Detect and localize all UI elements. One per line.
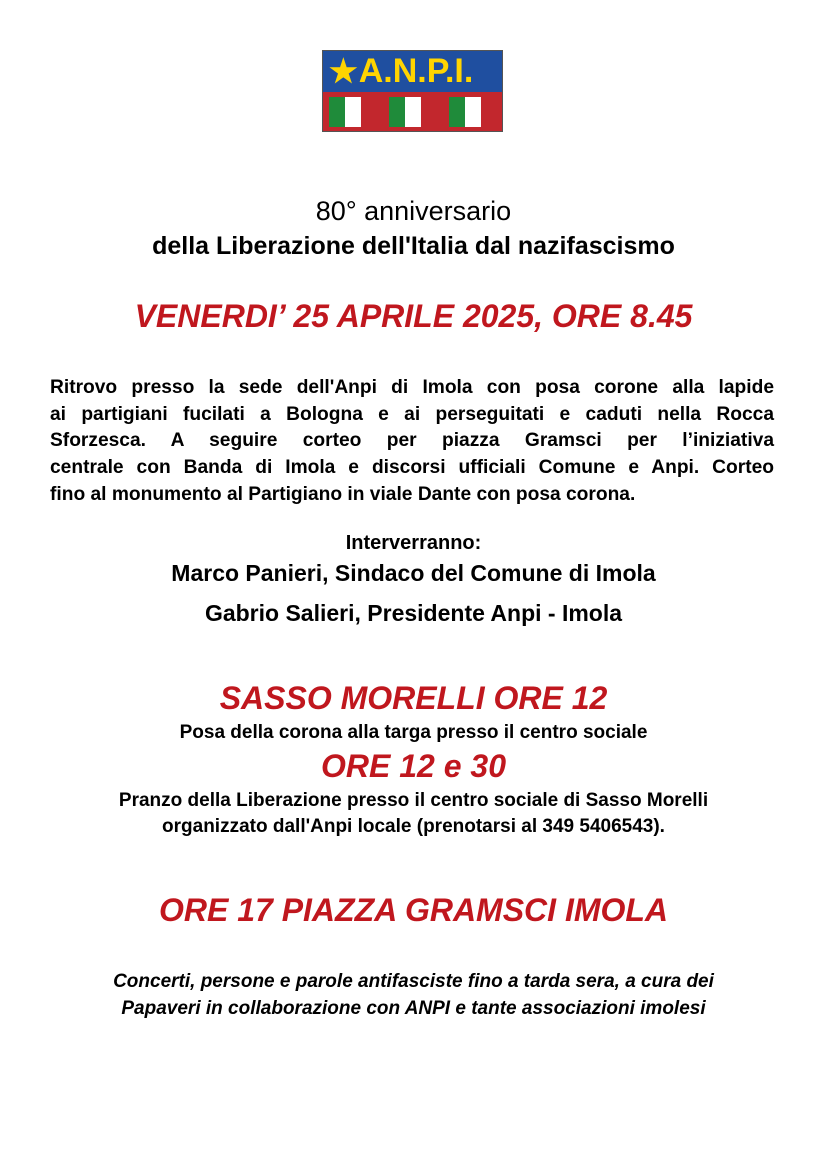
italian-flag-icon	[389, 97, 437, 127]
logo-banner	[323, 51, 502, 92]
italian-flag-icon	[449, 97, 497, 127]
description-line: Sforzesca. A seguire corteo per piazza Gramsci per l’iniziativa	[50, 430, 774, 452]
description-line: fino al monumento al Partigiano in viale Dante con posa corona.	[50, 483, 636, 505]
anniversary-title: 80° anniversario	[315, 196, 512, 226]
lunch-time-heading: ORE 12 e 30	[321, 748, 506, 784]
event-description	[50, 375, 774, 509]
speaker-mayor: Marco Panieri, Sindaco del Comune di Imola	[171, 560, 656, 586]
italian-flag-icon	[329, 97, 377, 127]
event-date-heading: VENERDI’ 25 APRILE 2025, ORE 8.45	[134, 298, 693, 334]
description-line: centrale con Banda di Imola e discorsi ufficiali Comune e Anpi. Corteo	[50, 457, 774, 479]
lunch-booking-info: organizzato dall'Anpi locale (prenotarsi al 349 5406543).	[162, 816, 665, 837]
description-line: Ritrovo presso la sede dell'Anpi di Imola con posa corone alla lapide	[50, 377, 774, 398]
liberation-subtitle: della Liberazione dell'Italia dal nazifascismo	[152, 232, 675, 260]
speakers-label: Interverranno:	[345, 532, 482, 554]
speaker-president: Gabrio Salieri, Presidente Anpi - Imola	[204, 600, 623, 626]
logo-text: A.N.P.I.	[358, 52, 474, 90]
anpi-logo	[322, 50, 503, 132]
wreath-laying-text: Posa della corona alla targa presso il centro sociale	[179, 722, 648, 743]
concert-description: Concerti, persone e parole antifasciste fino a tarda sera, a cura dei	[113, 971, 714, 992]
lunch-description: Pranzo della Liberazione presso il centro sociale di Sasso Morelli	[118, 790, 709, 811]
evening-event-heading: ORE 17 PIAZZA GRAMSCI IMOLA	[158, 892, 669, 928]
concert-organizers: Papaveri in collaborazione con ANPI e tante associazioni imolesi	[121, 998, 706, 1019]
logo-flags-band	[323, 92, 502, 131]
sasso-morelli-heading: SASSO MORELLI ORE 12	[219, 680, 608, 716]
description-line: ai partigiani fucilati a Bologna e ai perseguitati e caduti nella Rocca	[50, 403, 774, 425]
star-icon: ★	[329, 53, 358, 89]
